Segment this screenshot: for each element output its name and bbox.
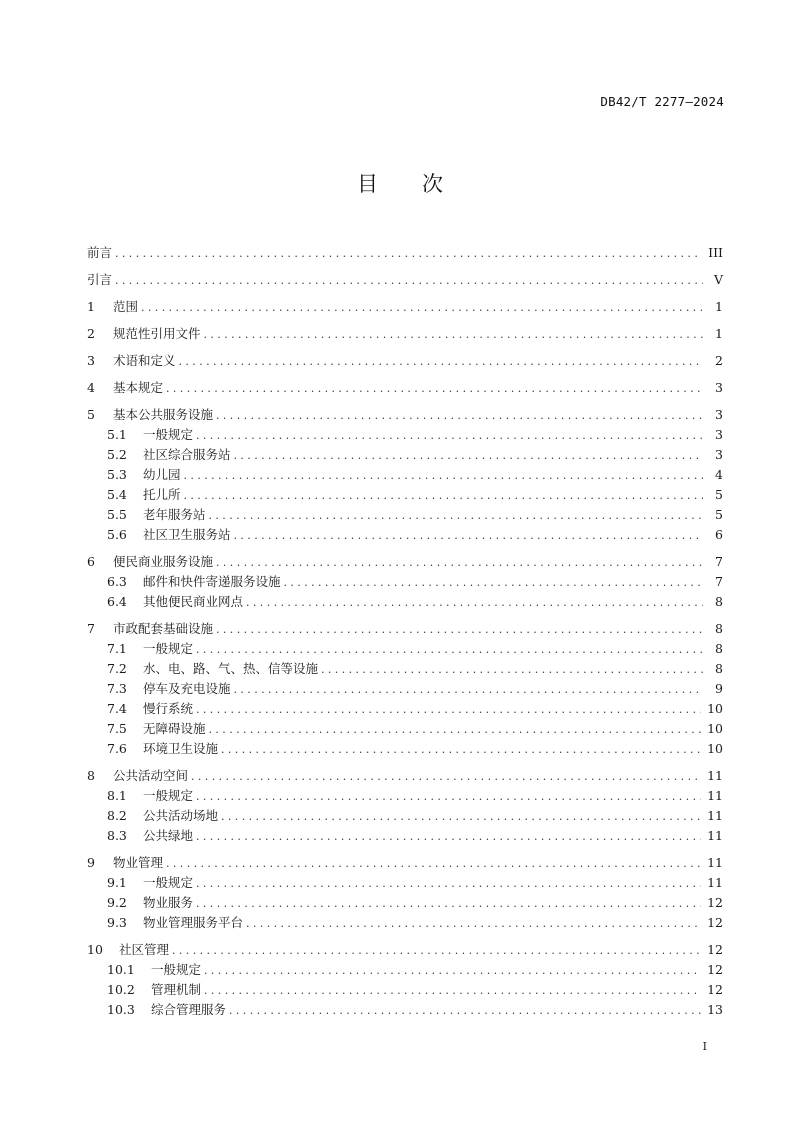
toc-entry-number: 5.6 xyxy=(107,527,127,542)
toc-entry-page: 3 xyxy=(715,380,723,395)
toc-entry-number: 5.4 xyxy=(107,487,127,502)
toc-entry-label: 物业管理服务平台 xyxy=(143,915,244,930)
toc-entry-label: 水、电、路、气、热、信等设施 xyxy=(143,661,319,676)
toc-subentry[interactable] xyxy=(87,1000,723,1020)
dot-leader xyxy=(204,981,701,1001)
toc-entry-page: 11 xyxy=(707,875,723,890)
dot-leader xyxy=(179,352,703,372)
toc-entry[interactable] xyxy=(87,324,723,344)
dot-leader xyxy=(196,827,701,847)
toc-entry-page: 12 xyxy=(707,982,723,997)
toc-entry-page: 3 xyxy=(715,427,723,442)
toc-entry-page: 11 xyxy=(707,828,723,843)
toc-entry-page: 11 xyxy=(707,855,723,870)
dot-leader xyxy=(196,894,701,914)
toc-entry-page: 5 xyxy=(715,487,723,502)
toc-subentry[interactable] xyxy=(87,893,723,913)
toc-subentry[interactable] xyxy=(87,806,723,826)
dot-leader xyxy=(234,526,703,546)
dot-leader xyxy=(234,680,703,700)
toc-entry-label: 管理机制 xyxy=(151,982,202,997)
toc-entry-number: 8.3 xyxy=(107,828,127,843)
document-code: DB42/T 2277—2024 xyxy=(600,94,724,109)
toc-entry-number: 2 xyxy=(87,326,95,341)
toc-entry-label: 物业管理 xyxy=(113,855,164,870)
toc-entry-page: 12 xyxy=(707,895,723,910)
toc-entry-number: 3 xyxy=(87,353,95,368)
toc-entry-page: V xyxy=(713,272,723,287)
toc-entry-label: 范围 xyxy=(113,299,139,314)
toc-entry-label: 一般规定 xyxy=(143,427,194,442)
toc-entry-label: 邮件和快件寄递服务设施 xyxy=(143,574,281,589)
toc-entry[interactable] xyxy=(87,405,723,425)
toc-entry[interactable] xyxy=(87,853,723,873)
toc-entry-label: 引言 xyxy=(87,272,113,287)
toc-entry-number: 5.5 xyxy=(107,507,127,522)
toc-entry-number: 7.2 xyxy=(107,661,127,676)
toc-subentry[interactable] xyxy=(87,639,723,659)
toc-entry-number: 10 xyxy=(87,942,103,957)
dot-leader xyxy=(166,854,701,874)
toc-entry[interactable] xyxy=(87,940,723,960)
toc-subentry[interactable] xyxy=(87,592,723,612)
toc-entry-page: 12 xyxy=(707,915,723,930)
toc-entry-page: 3 xyxy=(715,407,723,422)
dot-leader xyxy=(246,593,703,613)
dot-leader xyxy=(115,271,703,291)
toc-entry-label: 公共活动场地 xyxy=(143,808,219,823)
toc-entry-label: 社区管理 xyxy=(119,942,170,957)
dot-leader xyxy=(229,1001,701,1021)
toc-entry-page: 10 xyxy=(707,721,723,736)
toc-subentry[interactable] xyxy=(87,572,723,592)
toc-subentry[interactable] xyxy=(87,699,723,719)
toc-entry-label: 停车及充电设施 xyxy=(143,681,231,696)
toc-entry-label: 环境卫生设施 xyxy=(143,741,219,756)
toc-entry-number: 5.2 xyxy=(107,447,127,462)
toc-entry-label: 基本公共服务设施 xyxy=(113,407,214,422)
dot-leader xyxy=(221,807,701,827)
dot-leader xyxy=(216,553,703,573)
toc-entry-label: 综合管理服务 xyxy=(151,1002,227,1017)
toc-subentry[interactable] xyxy=(87,425,723,445)
toc-entry-page: 7 xyxy=(715,554,723,569)
dot-leader xyxy=(234,446,703,466)
toc-entry[interactable] xyxy=(87,243,723,263)
toc-entry-label: 托儿所 xyxy=(143,487,181,502)
toc-subentry[interactable] xyxy=(87,445,723,465)
toc-entry-label: 物业服务 xyxy=(143,895,194,910)
toc-subentry[interactable] xyxy=(87,739,723,759)
toc-entry-label: 社区卫生服务站 xyxy=(143,527,231,542)
toc-entry-number: 7.5 xyxy=(107,721,127,736)
toc-entry-label: 公共绿地 xyxy=(143,828,194,843)
toc-entry-page: 10 xyxy=(707,701,723,716)
toc-subentry[interactable] xyxy=(87,525,723,545)
dot-leader xyxy=(321,660,703,680)
toc-subentry[interactable] xyxy=(87,873,723,893)
toc-entry-number: 7 xyxy=(87,621,95,636)
toc-entry-number: 9.3 xyxy=(107,915,127,930)
toc-subentry[interactable] xyxy=(87,786,723,806)
dot-leader xyxy=(196,426,703,446)
table-of-contents xyxy=(87,243,723,1020)
toc-entry-page: 6 xyxy=(715,527,723,542)
toc-subentry[interactable] xyxy=(87,719,723,739)
toc-subentry[interactable] xyxy=(87,659,723,679)
dot-leader xyxy=(115,244,702,264)
dot-leader xyxy=(191,767,701,787)
toc-entry-label: 便民商业服务设施 xyxy=(113,554,214,569)
dot-leader xyxy=(172,941,701,961)
toc-entry-page: 5 xyxy=(715,507,723,522)
toc-entry-label: 慢行系统 xyxy=(143,701,194,716)
toc-subentry[interactable] xyxy=(87,960,723,980)
toc-subentry[interactable] xyxy=(87,913,723,933)
toc-entry-page: 7 xyxy=(715,574,723,589)
page-title xyxy=(0,168,800,198)
toc-entry[interactable] xyxy=(87,270,723,290)
dot-leader xyxy=(141,298,703,318)
toc-entry-label: 一般规定 xyxy=(151,962,202,977)
toc-entry-page: 8 xyxy=(715,594,723,609)
dot-leader xyxy=(196,640,703,660)
toc-entry-page: 3 xyxy=(715,447,723,462)
toc-entry-label: 一般规定 xyxy=(143,788,194,803)
dot-leader xyxy=(184,466,703,486)
toc-entry-number: 7.1 xyxy=(107,641,127,656)
toc-entry-number: 10.3 xyxy=(107,1002,135,1017)
toc-entry-label: 其他便民商业网点 xyxy=(143,594,244,609)
toc-entry-number: 6.3 xyxy=(107,574,127,589)
toc-subentry[interactable] xyxy=(87,679,723,699)
dot-leader xyxy=(196,787,701,807)
toc-entry-page: 1 xyxy=(715,326,723,341)
toc-entry-page: III xyxy=(708,245,723,260)
dot-leader xyxy=(284,573,703,593)
toc-subentry[interactable] xyxy=(87,980,723,1000)
toc-entry-number: 1 xyxy=(87,299,95,314)
dot-leader xyxy=(184,486,703,506)
toc-entry-number: 9 xyxy=(87,855,95,870)
toc-entry[interactable] xyxy=(87,297,723,317)
toc-entry-page: 11 xyxy=(707,788,723,803)
toc-entry-number: 8.1 xyxy=(107,788,127,803)
toc-entry-page: 13 xyxy=(707,1002,723,1017)
dot-leader xyxy=(209,720,702,740)
toc-entry-label: 公共活动空间 xyxy=(113,768,189,783)
toc-entry-label: 市政配套基础设施 xyxy=(113,621,214,636)
toc-entry-number: 5.3 xyxy=(107,467,127,482)
title-char-2: 次 xyxy=(422,172,443,196)
toc-subentry[interactable] xyxy=(87,485,723,505)
dot-leader xyxy=(204,325,703,345)
toc-entry-page: 12 xyxy=(707,962,723,977)
toc-entry-label: 幼儿园 xyxy=(143,467,181,482)
toc-entry[interactable] xyxy=(87,351,723,371)
dot-leader xyxy=(204,961,701,981)
toc-entry-page: 9 xyxy=(715,681,723,696)
toc-entry-label: 前言 xyxy=(87,245,113,260)
toc-entry[interactable] xyxy=(87,378,723,398)
title-char-1: 目 xyxy=(357,172,378,196)
dot-leader xyxy=(209,506,703,526)
toc-entry-number: 6.4 xyxy=(107,594,127,609)
toc-subentry[interactable] xyxy=(87,826,723,846)
toc-entry-label: 无障碍设施 xyxy=(143,721,206,736)
toc-subentry[interactable] xyxy=(87,465,723,485)
toc-entry-number: 8.2 xyxy=(107,808,127,823)
toc-entry-number: 9.2 xyxy=(107,895,127,910)
toc-entry-page: 8 xyxy=(715,621,723,636)
toc-entry-label: 一般规定 xyxy=(143,641,194,656)
toc-entry-page: 11 xyxy=(707,768,723,783)
dot-leader xyxy=(221,740,701,760)
dot-leader xyxy=(216,620,703,640)
toc-entry-number: 5 xyxy=(87,407,95,422)
toc-entry-number: 8 xyxy=(87,768,95,783)
toc-entry-page: 1 xyxy=(715,299,723,314)
toc-entry-number: 6 xyxy=(87,554,95,569)
toc-entry-number: 4 xyxy=(87,380,95,395)
toc-entry[interactable] xyxy=(87,619,723,639)
toc-entry-number: 7.3 xyxy=(107,681,127,696)
toc-entry-number: 7.4 xyxy=(107,701,127,716)
toc-entry-label: 基本规定 xyxy=(113,380,164,395)
toc-entry-page: 2 xyxy=(715,353,723,368)
toc-entry-page: 8 xyxy=(715,661,723,676)
dot-leader xyxy=(246,914,701,934)
toc-entry-page: 10 xyxy=(707,741,723,756)
toc-entry-label: 术语和定义 xyxy=(113,353,176,368)
toc-entry-page: 8 xyxy=(715,641,723,656)
toc-entry-number: 7.6 xyxy=(107,741,127,756)
dot-leader xyxy=(216,406,703,426)
toc-entry[interactable] xyxy=(87,766,723,786)
toc-entry-page: 11 xyxy=(707,808,723,823)
toc-entry-number: 10.2 xyxy=(107,982,135,997)
toc-entry-label: 一般规定 xyxy=(143,875,194,890)
dot-leader xyxy=(196,700,701,720)
dot-leader xyxy=(166,379,703,399)
toc-entry-number: 5.1 xyxy=(107,427,127,442)
toc-entry-label: 规范性引用文件 xyxy=(113,326,201,341)
toc-entry-label: 老年服务站 xyxy=(143,507,206,522)
page-number: I xyxy=(702,1040,707,1053)
toc-entry-label: 社区综合服务站 xyxy=(143,447,231,462)
dot-leader xyxy=(196,874,701,894)
toc-entry[interactable] xyxy=(87,552,723,572)
toc-subentry[interactable] xyxy=(87,505,723,525)
toc-entry-page: 12 xyxy=(707,942,723,957)
toc-entry-number: 10.1 xyxy=(107,962,135,977)
toc-entry-page: 4 xyxy=(715,467,723,482)
toc-entry-number: 9.1 xyxy=(107,875,127,890)
